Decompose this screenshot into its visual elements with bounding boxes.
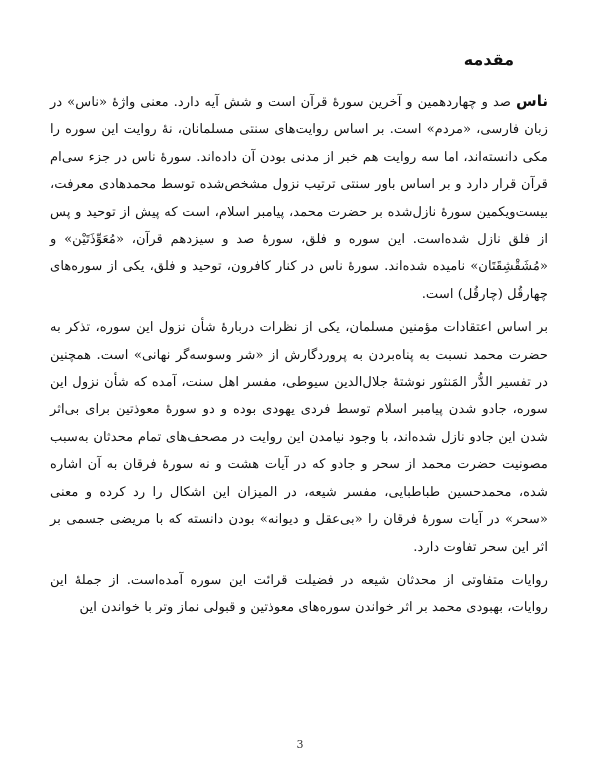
paragraph [50,88,548,308]
paragraph [50,567,548,622]
paragraph-text: صد و چهاردهمین و آخرین سورهٔ قرآن است و شش آیه دارد. معنی واژهٔ «ناس» در زبان فارسی، «مردم» است. بر اساس روایت‌های سنتی مسلمانان، نهٔ روایت این سوره را مکی دانسته‌اند، اما سه روایت هم خبر از مدنی بودن آن داده‌اند. سورهٔ ناس در جزء سی‌ام قرآن قرار دارد و بر اساس باور سنتی ترتیب نزول مشخص‌شده توسط محمدهادی معرفت، بیست‌ویکمین سورهٔ نازل‌شده بر حضرت محمد، پیامبر اسلام، است که پیش از توحید و پس از فلق نازل شده‌است. این سوره و فلق، سورهٔ صد و سیزدهم قرآن، «مُعَوِّذَتَیْن» و «مُشَقْشِقَتَان» نامیده شده‌اند. سورهٔ ناس در کنار کافرون، توحید و فلق، یکی از سوره‌های چهارقُل (چارقُل) است. [50,95,548,302]
section-heading: مقدمه [463,50,514,69]
lead-term: ناس [516,92,548,110]
paragraph-text: بر اساس اعتقادات مؤمنین مسلمان، یکی از نظرات دربارهٔ شأن نزول این سوره، تذکر به حضرت محمد نسبت به پناه‌بردن به پروردگارش از «شر وسوسه‌گر نهانی» است. همچنین در تفسیر الدُّر المَنثور نوشتهٔ جلال‌الدین سیوطی، مفسر اهل سنت، آمده که شأن نزول این سوره، جادو شدن پیامبر اسلام توسط فردی یهودی بوده و دو سورهٔ معوذتین برای بی‌اثر شدن این جادو نازل شده‌اند، با وجود نیامدن این روایت در مصحف‌های تمام محدثان به‌سبب مصونیت حضرت محمد از سحر و جادو که در آیات هشت و نه سورهٔ فرقان به آن اشاره شده، محمدحسین طباطبایی، مفسر شیعه، در المیزان این اشکال را رد کرده و معنی «سحر» در آیات سورهٔ فرقان را «بی‌عقل و دیوانه» بودن دانسته که با مریضی جسمی بر اثر این سحر تفاوت دارد. [50,320,548,555]
paragraph-text: روایات متفاوتی از محدثان شیعه در فضیلت قرائت این سوره آمده‌است. از جملهٔ این روایات، بهبودی محمد بر اثر خواندن سوره‌های معوذتین و قبولی نماز وتر با خواندن این [50,572,548,616]
paragraph [50,314,548,561]
page-number: 3 [296,738,304,751]
body-text [50,88,548,622]
